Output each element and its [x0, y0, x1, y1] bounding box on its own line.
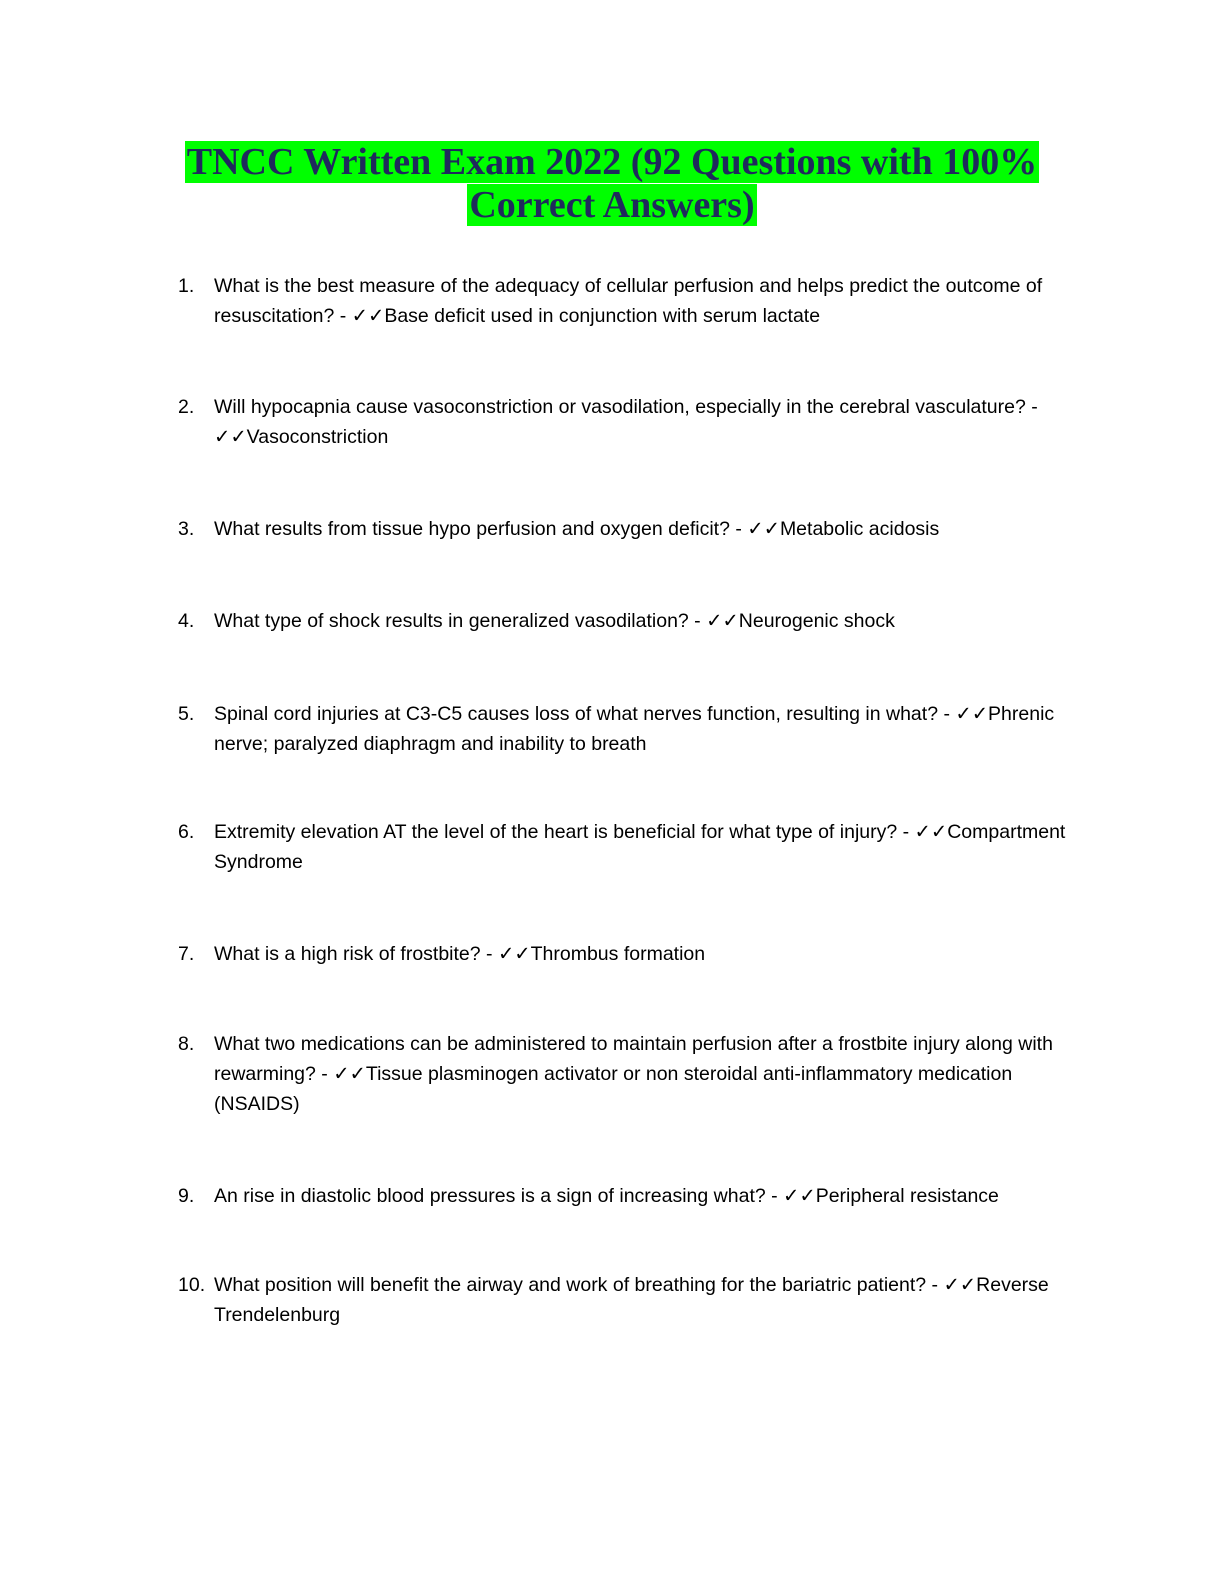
list-item: [178, 606, 1078, 636]
list-item: [178, 939, 1078, 969]
item-text: Extremity elevation AT the level of the heart is beneficial for what type of injury? - ✓✓Compartment Syndrome: [214, 821, 1066, 873]
item-text: What type of shock results in generalized vasodilation? - ✓✓Neurogenic shock: [214, 610, 895, 632]
list-item: [178, 1029, 1078, 1119]
list-item: [178, 392, 1078, 452]
title-line-1: TNCC Written Exam 2022 (92 Questions with 100%: [186, 141, 1038, 183]
list-item: [178, 699, 1078, 759]
item-number: 3.: [178, 518, 195, 540]
title-line-2: Correct Answers): [469, 184, 755, 226]
list-item: [178, 1181, 1078, 1211]
list-item: [178, 817, 1078, 877]
item-text: An rise in diastolic blood pressures is a sign of increasing what? - ✓✓Peripheral resistance: [214, 1185, 999, 1207]
item-number: 4.: [178, 610, 195, 632]
item-number: 1.: [178, 275, 195, 297]
item-number: 7.: [178, 943, 195, 965]
item-number: 8.: [178, 1033, 195, 1055]
item-text: What is the best measure of the adequacy of cellular perfusion and helps predict the outcome of resuscitation? - ✓✓Base deficit used in conjunction with serum lactate: [214, 275, 1043, 327]
item-text: What results from tissue hypo perfusion and oxygen deficit? - ✓✓Metabolic acidosis: [214, 518, 940, 540]
item-number: 9.: [178, 1185, 195, 1207]
item-number: 5.: [178, 703, 195, 725]
list-item: [178, 1270, 1078, 1330]
item-text: What position will benefit the airway and work of breathing for the bariatric patient? - ✓✓Reverse Trendelenburg: [214, 1274, 1049, 1326]
item-text: Spinal cord injuries at C3-C5 causes loss of what nerves function, resulting in what? - ✓✓Phrenic nerve; paralyzed diaphragm and inability to breath: [214, 703, 1055, 755]
item-number: 10.: [178, 1274, 206, 1296]
item-number: 2.: [178, 396, 195, 418]
item-text: What is a high risk of frostbite? - ✓✓Thrombus formation: [214, 943, 706, 965]
item-number: 6.: [178, 821, 195, 843]
page-title: [0, 141, 1224, 227]
list-item: [178, 514, 1078, 544]
item-text: What two medications can be administered to maintain perfusion after a frostbite injury along with rewarming? - ✓✓Tissue plasminogen activator or non steroidal anti-inflammatory medication (NSAIDS): [214, 1033, 1053, 1115]
item-text: Will hypocapnia cause vasoconstriction or vasodilation, especially in the cerebral vasculature? - ✓✓Vasoconstriction: [214, 396, 1038, 448]
list-item: [178, 271, 1078, 331]
